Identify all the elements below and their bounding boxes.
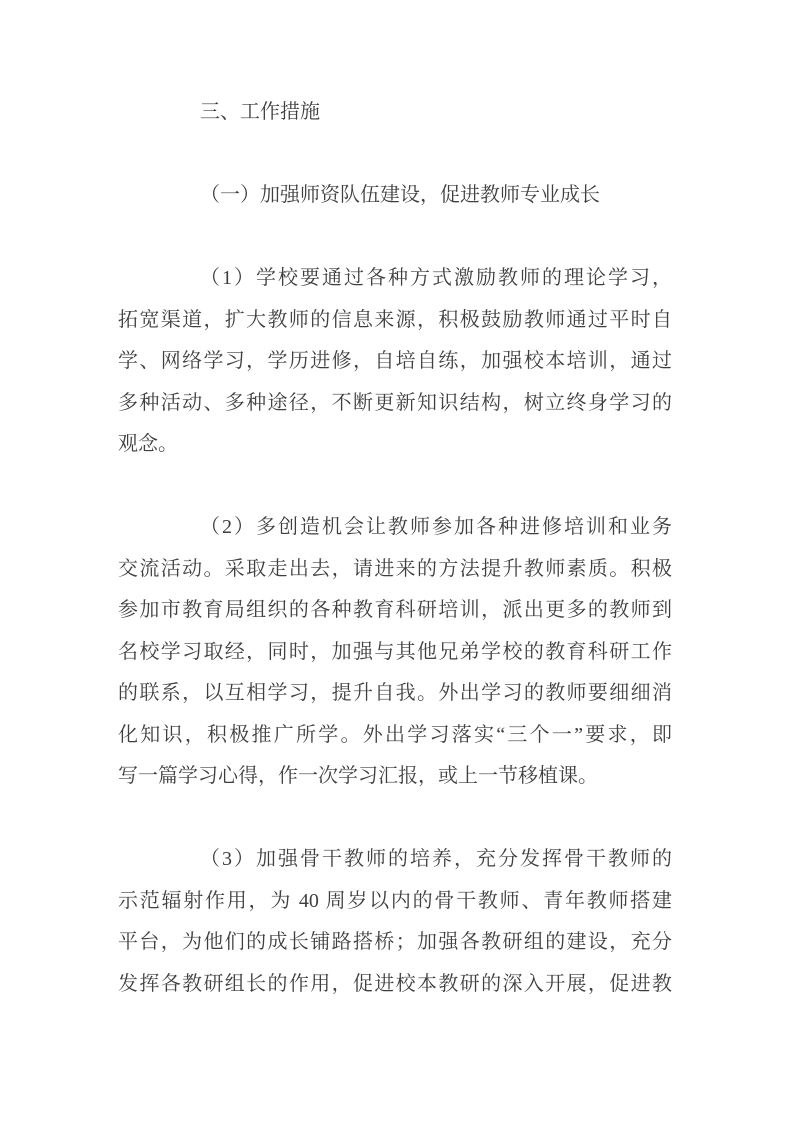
text-line: 平台，为他们的成长铺路搭桥；加强各教研组的建设，充分 bbox=[118, 931, 672, 953]
text-line: （2）多创造机会让教师参加各种进修培训和业务 bbox=[200, 516, 672, 538]
text-line: 示范辐射作用，为 40 周岁以内的骨干教师、青年教师搭建 bbox=[118, 889, 672, 912]
text-line: 交流活动。采取走出去，请进来的方法提升教师素质。积极 bbox=[118, 557, 672, 580]
text-line: 发挥各教研组长的作用，促进校本教研的深入开展，促进教 bbox=[118, 972, 672, 995]
text-line: （1）学校要通过各种方式激励教师的理论学习， bbox=[200, 267, 672, 289]
section-heading-block bbox=[118, 92, 672, 134]
text-line: 多种活动、多种途径，不断更新知识结构，树立终身学习的 bbox=[118, 391, 672, 414]
text-line: 写一篇学习心得，作一次学习汇报，或上一节移植课。 bbox=[118, 765, 598, 787]
paragraph-3 bbox=[118, 839, 672, 1005]
paragraph-1 bbox=[118, 258, 672, 466]
subsection-heading: （一）加强师资队伍建设，促进教师专业成长 bbox=[200, 184, 600, 206]
subsection-heading-block bbox=[118, 175, 672, 217]
text-line: 观念。 bbox=[118, 433, 178, 455]
text-line: 学、网络学习，学历进修，自培自练，加强校本培训，通过 bbox=[118, 350, 672, 372]
text-line: 名校学习取经，同时，加强与其他兄弟学校的教育科研工作 bbox=[118, 640, 672, 663]
text-line: 拓宽渠道，扩大教师的信息来源，积极鼓励教师通过平时自 bbox=[118, 308, 672, 331]
paragraph-2 bbox=[118, 507, 672, 798]
text-line: 的联系，以互相学习，提升自我。外出学习的教师要细细消 bbox=[118, 682, 672, 704]
text-line: （3）加强骨干教师的培养，充分发挥骨干教师的 bbox=[200, 848, 672, 870]
text-line: 化知识，积极推广所学。外出学习落实“三个一”要求，即 bbox=[118, 723, 672, 746]
section-heading: 三、工作措施 bbox=[200, 101, 320, 123]
text-line: 参加市教育局组织的各种教育科研培训，派出更多的教师到 bbox=[118, 599, 672, 621]
